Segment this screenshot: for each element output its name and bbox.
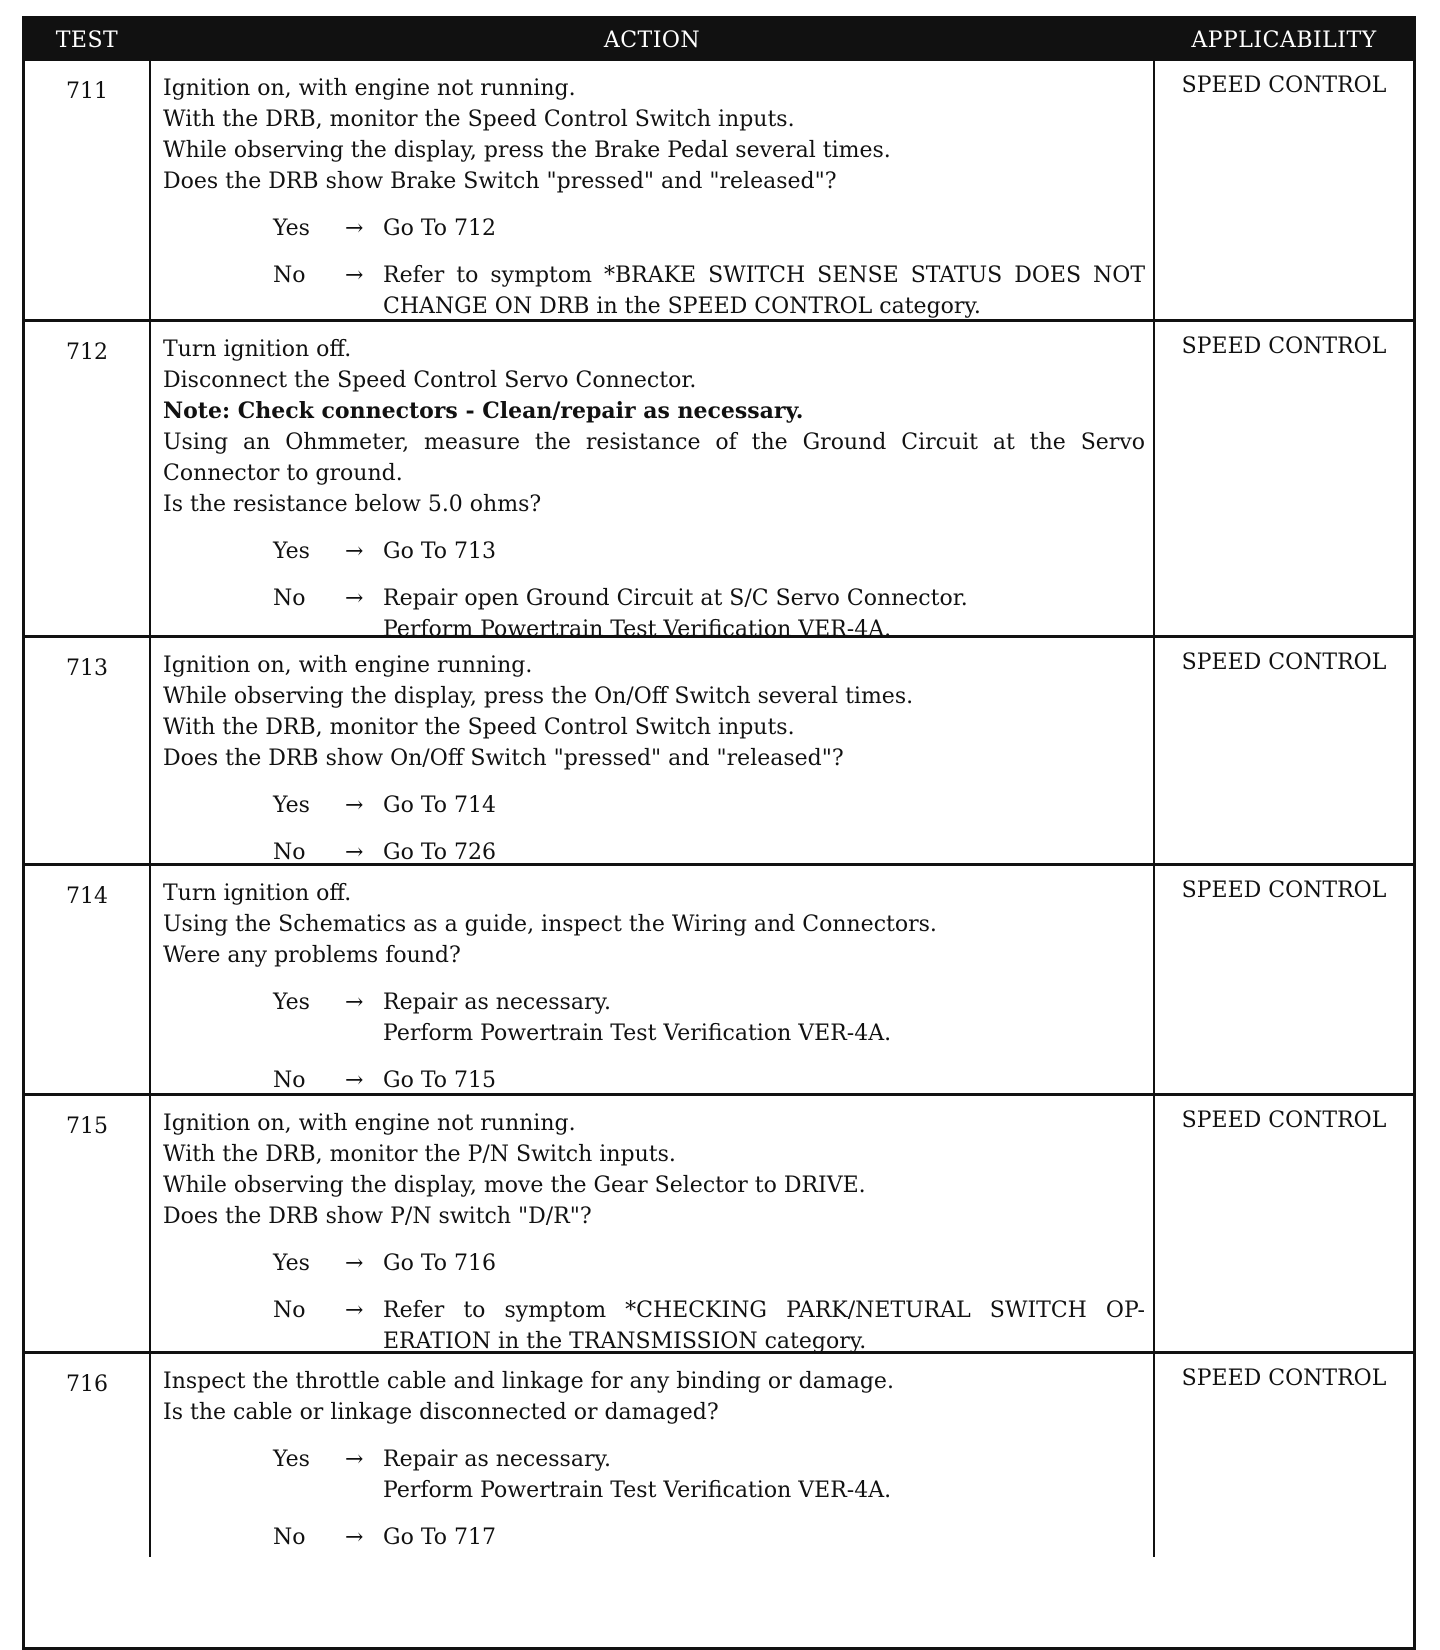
arrow-icon: → (345, 1251, 364, 1276)
answer-line: Go To 726 (383, 840, 497, 865)
answer-text (383, 583, 1145, 645)
answer-text (383, 1444, 1145, 1506)
answer-label: No (273, 586, 306, 611)
arrow-icon: → (345, 840, 364, 865)
action-line: Using an Ohmmeter, measure the resistance of the Ground Circuit at the Servo Connector to ground. (163, 430, 1145, 486)
applicability-cell: SPEED CONTROL (1181, 650, 1387, 675)
arrow-icon: → (345, 793, 364, 818)
test-number: 716 (66, 1372, 108, 1397)
answer-line: Repair open Ground Circuit at S/C Servo Connector. (383, 586, 968, 611)
answer-line: Go To 715 (383, 1068, 497, 1093)
arrow-icon: → (345, 1447, 364, 1472)
action-line: Does the DRB show On/Off Switch "pressed" and "released"? (163, 746, 844, 771)
answer-label: Yes (273, 990, 310, 1015)
arrow-icon: → (345, 216, 364, 241)
answer-text (383, 536, 1145, 567)
answer-label: No (273, 1068, 306, 1093)
diagnostic-test-table (22, 16, 1416, 1650)
answer-row (163, 1522, 1145, 1553)
action-line: Does the DRB show Brake Switch "pressed" and "released"? (163, 169, 837, 194)
answer-label: Yes (273, 793, 310, 818)
action-line: Ignition on, with engine running. (163, 653, 533, 678)
applicability-cell: SPEED CONTROL (1181, 334, 1387, 359)
action-line: With the DRB, monitor the P/N Switch inputs. (163, 1142, 676, 1167)
action-line: Using the Schematics as a guide, inspect the Wiring and Connectors. (163, 912, 937, 937)
action-line: Inspect the throttle cable and linkage for any binding or damage. (163, 1369, 894, 1394)
test-number: 711 (66, 79, 108, 104)
answer-row (163, 837, 1145, 868)
answer-row (163, 583, 1145, 645)
answer-text (383, 260, 1145, 322)
answer-label: Yes (273, 1251, 310, 1276)
answer-row (163, 987, 1145, 1049)
arrow-icon: → (345, 1298, 364, 1323)
action-line: Does the DRB show P/N switch "D/R"? (163, 1204, 592, 1229)
table-row (25, 319, 1413, 642)
answer-line: Go To 714 (383, 793, 497, 818)
action-cell (149, 1354, 1155, 1557)
answer-text (383, 987, 1145, 1049)
answer-line: Refer to symptom *CHECKING PARK/NETURAL SWITCH OP-ERATION in the TRANSMISSION category. (383, 1298, 1145, 1354)
action-cell (149, 1096, 1155, 1354)
action-cell (149, 866, 1155, 1093)
answer-line: Repair as necessary. (383, 990, 611, 1015)
test-number: 713 (66, 656, 108, 681)
header-test: TEST (55, 27, 119, 53)
arrow-icon: → (345, 1068, 364, 1093)
answer-line: Perform Powertrain Test Verification VER-4A. (383, 617, 892, 642)
action-cell (149, 322, 1155, 642)
answer-row (163, 260, 1145, 322)
table-row (25, 61, 1413, 319)
answer-line: Go To 713 (383, 539, 497, 564)
table-body (25, 61, 1413, 1557)
answer-text (383, 1295, 1145, 1357)
applicability-cell: SPEED CONTROL (1181, 878, 1387, 903)
arrow-icon: → (345, 990, 364, 1015)
answer-row (163, 790, 1145, 821)
answer-label: Yes (273, 1447, 310, 1472)
answer-row (163, 1248, 1145, 1279)
answer-line: Perform Powertrain Test Verification VER-4A. (383, 1478, 892, 1503)
action-line: Is the cable or linkage disconnected or damaged? (163, 1400, 719, 1425)
table-header (25, 19, 1413, 61)
table-row (25, 863, 1413, 1093)
action-line: Ignition on, with engine not running. (163, 1111, 576, 1136)
header-action: ACTION (603, 27, 701, 53)
answer-row (163, 1295, 1145, 1357)
answer-label: No (273, 263, 306, 288)
table-row (25, 1093, 1413, 1354)
answer-row (163, 536, 1145, 567)
answer-row (163, 1444, 1145, 1506)
answer-label: No (273, 1298, 306, 1323)
applicability-cell: SPEED CONTROL (1181, 1108, 1387, 1133)
answer-line: Go To 716 (383, 1251, 497, 1276)
action-cell (149, 61, 1155, 319)
arrow-icon: → (345, 1525, 364, 1550)
action-line: While observing the display, move the Gear Selector to DRIVE. (163, 1173, 866, 1198)
action-line: Is the resistance below 5.0 ohms? (163, 492, 542, 517)
arrow-icon: → (345, 586, 364, 611)
table-row (25, 1351, 1413, 1557)
test-number: 712 (66, 340, 108, 365)
action-line: With the DRB, monitor the Speed Control Switch inputs. (163, 715, 795, 740)
action-line: Turn ignition off. (163, 337, 352, 362)
arrow-icon: → (345, 263, 364, 288)
answer-text (383, 837, 1145, 868)
action-line: Turn ignition off. (163, 881, 352, 906)
answer-label: No (273, 1525, 306, 1550)
action-line: With the DRB, monitor the Speed Control Switch inputs. (163, 107, 795, 132)
arrow-icon: → (345, 539, 364, 564)
answer-row (163, 213, 1145, 244)
applicability-cell: SPEED CONTROL (1181, 1366, 1387, 1391)
answer-label: Yes (273, 216, 310, 241)
answer-line: Refer to symptom *BRAKE SWITCH SENSE STATUS DOES NOT CHANGE ON DRB in the SPEED CONTROL category. (383, 263, 1145, 319)
action-line: Disconnect the Speed Control Servo Connector. (163, 368, 697, 393)
answer-text (383, 790, 1145, 821)
answer-line: Go To 717 (383, 1525, 497, 1550)
answer-text (383, 213, 1145, 244)
action-line: While observing the display, press the On/Off Switch several times. (163, 684, 914, 709)
test-number: 715 (66, 1114, 108, 1139)
answer-row (163, 1065, 1145, 1096)
applicability-cell: SPEED CONTROL (1181, 73, 1387, 98)
table-row (25, 635, 1413, 863)
answer-line: Go To 712 (383, 216, 497, 241)
action-line: While observing the display, press the Brake Pedal several times. (163, 138, 891, 163)
action-line: Ignition on, with engine not running. (163, 76, 576, 101)
answer-label: Yes (273, 539, 310, 564)
answer-text (383, 1065, 1145, 1096)
answer-text (383, 1248, 1145, 1279)
action-cell (149, 638, 1155, 863)
action-note: Note: Check connectors - Clean/repair as necessary. (163, 398, 804, 424)
answer-text (383, 1522, 1145, 1553)
answer-line: Perform Powertrain Test Verification VER-4A. (383, 1021, 892, 1046)
header-applicability: APPLICABILITY (1191, 27, 1377, 53)
answer-label: No (273, 840, 306, 865)
action-line: Were any problems found? (163, 943, 461, 968)
test-number: 714 (66, 884, 108, 909)
answer-line: Repair as necessary. (383, 1447, 611, 1472)
